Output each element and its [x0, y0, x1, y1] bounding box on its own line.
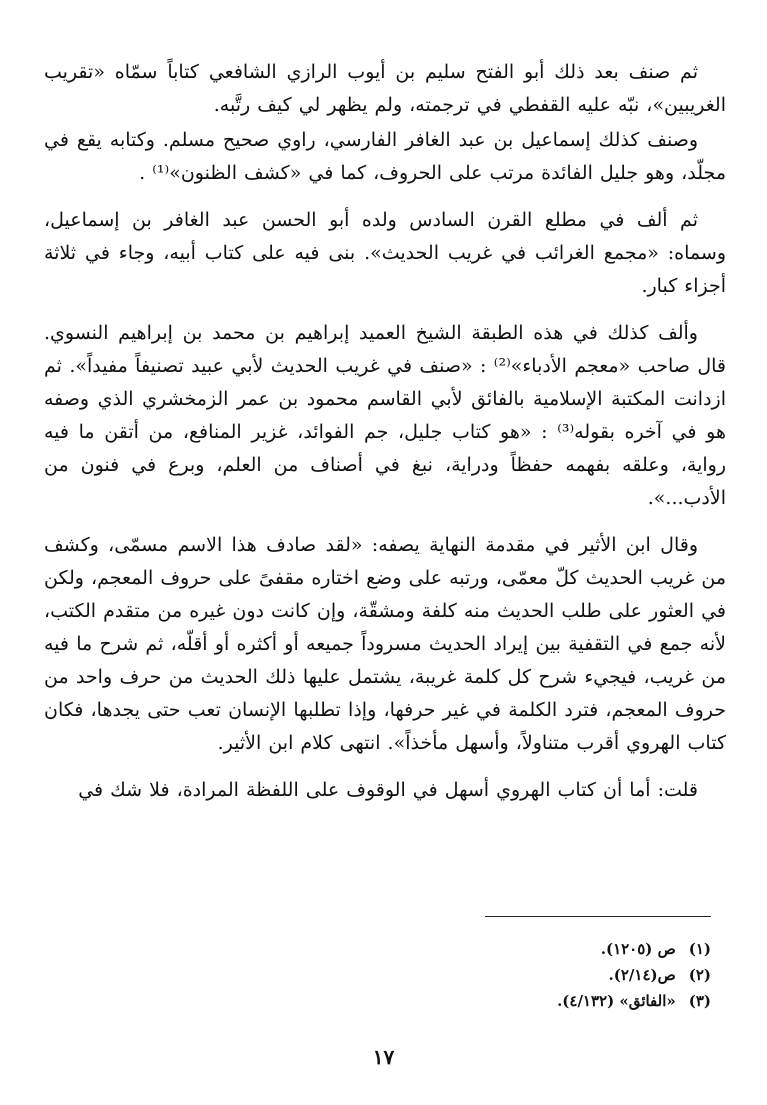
footnote-number: (٣): [688, 992, 711, 1010]
footnote-3: [311, 988, 711, 1014]
footnote-number: (١): [688, 940, 711, 958]
footnote-text: «الفائق» (٤/١٣٢).: [557, 992, 676, 1010]
body-text: [44, 56, 726, 807]
paragraph-5: وقال ابن الأثير في مقدمة النهاية يصفه: «لقد صادف هذا الاسم مسمّى، وكشف من غريب الحديث كلّ معمّى، ورتبه على وضع اختاره مقفىً على حروف المعجم، ولكن في العثور على طلب الحديث منه كلفة ومشقّة، وإن كانت دون غيره من متقدم الكتب، لأنه جمع في التقفية بين إيراد الحديث مسروداً جميعه أو أكثره أو أقلّه، ثم شرح ما فيه من غريب، فيجيء شرح كل كلمة غريبة، يشتمل عليها ذلك الحديث من حرف واحد من حروف المعجم، فترد الكلمة في غير حرفها، وإذا تطلبها الإنسان تعب حتى يجدها، فكان كتاب الهروي أقرب متناولاً، وأسهل مأخذاً». انتهى كلام ابن الأثير.: [44, 534, 726, 754]
footnote-divider: [485, 916, 711, 917]
footnotes: [311, 936, 711, 1014]
footnote-text: ص(٢/١٤).: [608, 966, 676, 984]
paragraph-3: ثم ألف في مطلع القرن السادس ولده أبو الحسن عبد الغافر بن إسماعيل، وسماه: «مجمع الغرائب في غريب الحديث». بنى فيه على كتاب أبيه، وجاء في ثلاثة أجزاء كبار.: [44, 209, 726, 297]
footnote-number: (٢): [688, 966, 711, 984]
page-number: ١٧: [372, 1045, 395, 1069]
paragraph-2: وصنف كذلك إسماعيل بن عبد الغافر الفارسي، راوي صحيح مسلم. وكتابه يقع في مجلّد، وهو جليل الفائدة مرتب على الحروف، كما في «كشف الظنون»⁽¹⁾ .: [44, 129, 726, 184]
paragraph-4: وألف كذلك في هذه الطبقة الشيخ العميد إبراهيم بن محمد بن إبراهيم النسوي. قال صاحب «معجم الأدباء»⁽²⁾ : «صنف في غريب الحديث لأبي عبيد تصنيفاً مفيداً». ثم ازدانت المكتبة الإسلامية بالفائق لأبي القاسم محمود بن عمر الزمخشري الذي وصفه هو في آخره بقوله⁽³⁾ : «هو كتاب جليل، جم الفوائد، غزير المنافع، من أتقن ما فيه رواية، وعلقه بفهمه حفظاً ودراية، نبغ في أصناف من العلم، وبرع في فنون من الأدب...».: [44, 322, 726, 509]
paragraph-6: قلت: أما أن كتاب الهروي أسهل في الوقوف على اللفظة المرادة، فلا شك في: [78, 779, 698, 801]
footnote-1: [311, 936, 711, 962]
paragraph-1: ثم صنف بعد ذلك أبو الفتح سليم بن أيوب الرازي الشافعي كتاباً سمّاه «تقريب الغريبين»، نبّه عليه القفطي في ترجمته، ولم يظهر لي كيف رتَّبه.: [44, 61, 726, 116]
footnote-text: ص (١٢٠٥).: [600, 940, 676, 958]
footnote-2: [311, 962, 711, 988]
